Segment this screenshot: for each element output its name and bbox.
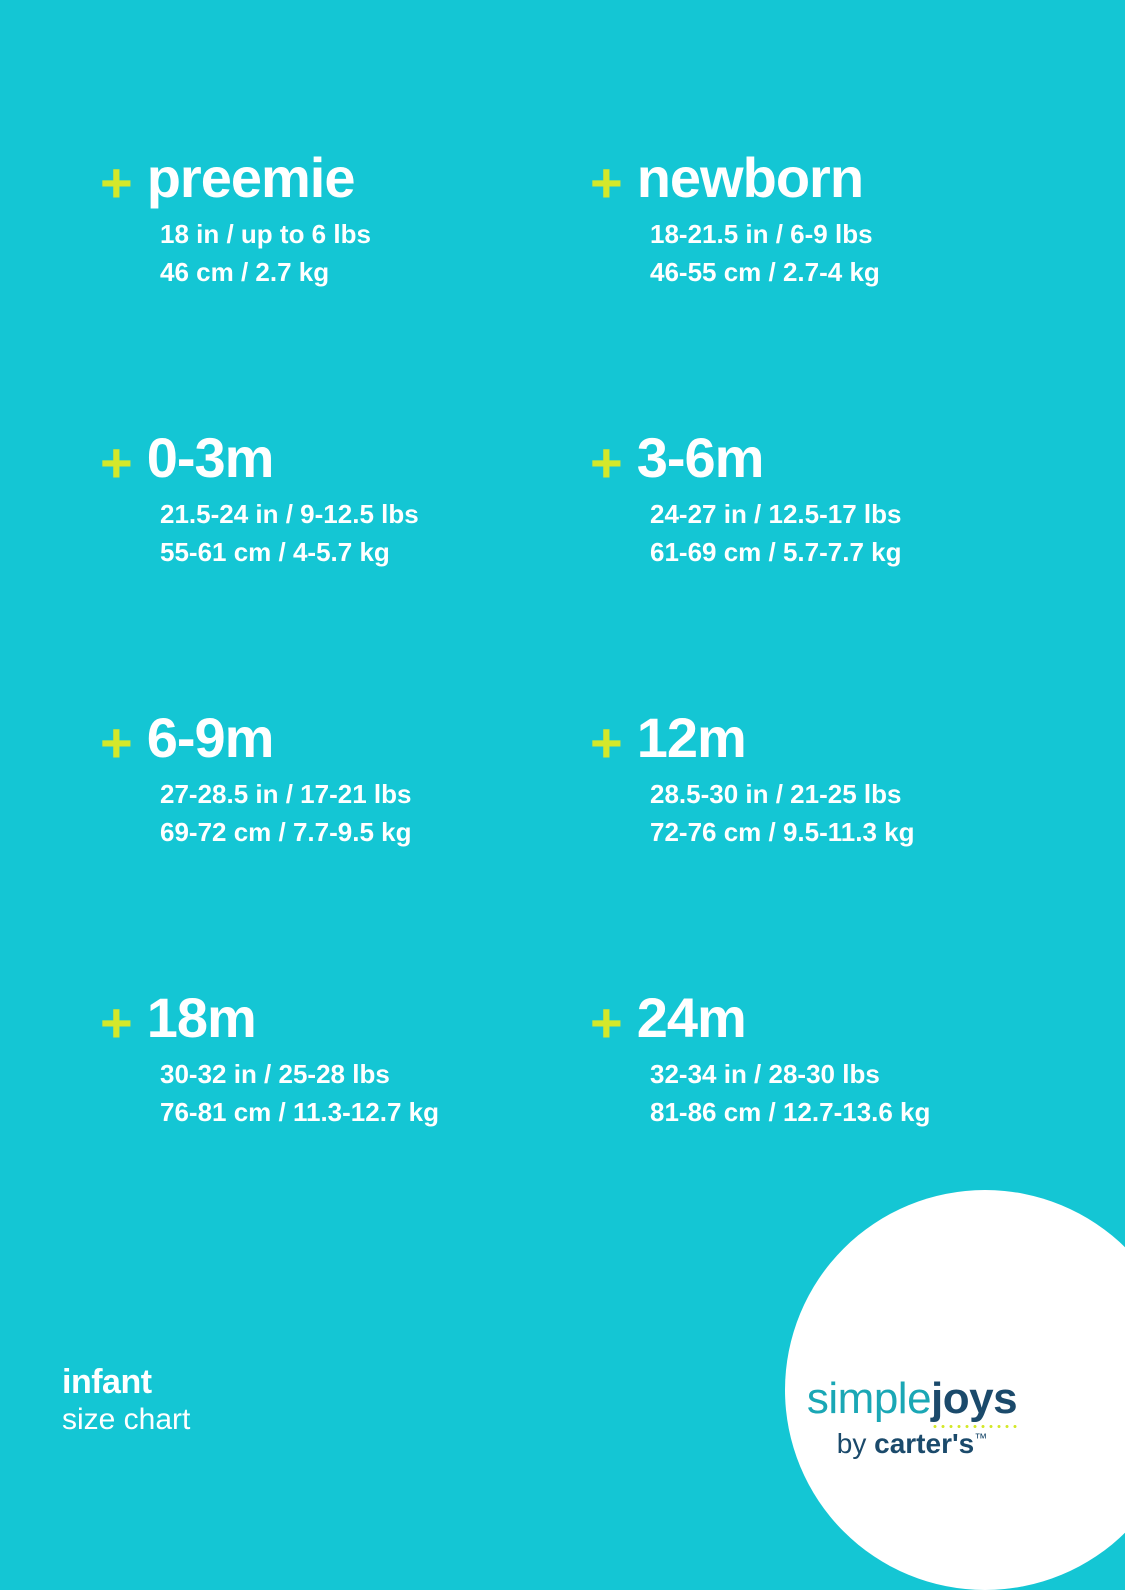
size-heading [590,426,1060,494]
size-metric: 72-76 cm / 9.5-11.3 kg [650,816,915,847]
size-metric: 55-61 cm / 4-5.7 kg [160,536,390,567]
trademark-symbol: ™ [974,1430,988,1446]
size-metric: 46-55 cm / 2.7-4 kg [650,256,880,287]
size-label: 3-6m [636,426,764,489]
size-imperial: 18-21.5 in / 6-9 lbs [650,219,873,249]
size-heading [100,426,590,494]
brand-logo-wordmark [767,1373,1057,1423]
size-label: 12m [636,706,746,769]
size-label: preemie [146,146,355,209]
size-grid [100,146,1060,1270]
size-entry-0-3m [100,426,590,710]
size-entry-6-9m [100,706,590,990]
plus-icon: + [590,711,623,774]
size-label: 24m [636,986,746,1049]
plus-icon: + [100,991,133,1054]
size-heading [100,986,590,1054]
logo-by: by [836,1428,867,1459]
size-heading [590,986,1060,1054]
plus-icon: + [100,711,133,774]
size-label: 6-9m [146,706,274,769]
footer-subtitle: size chart [62,1403,191,1436]
size-imperial: 24-27 in / 12.5-17 lbs [650,499,902,529]
plus-icon: + [100,431,133,494]
size-label: newborn [636,146,864,209]
size-heading [590,146,1060,214]
size-imperial: 18 in / up to 6 lbs [160,219,371,249]
size-metric: 81-86 cm / 12.7-13.6 kg [650,1096,931,1127]
size-metric: 76-81 cm / 11.3-12.7 kg [160,1096,439,1127]
size-metric: 46 cm / 2.7 kg [160,256,330,287]
brand-logo-byline [767,1428,1057,1460]
size-heading [100,146,590,214]
logo-word-joys: joys [931,1373,1018,1423]
size-metric: 69-72 cm / 7.7-9.5 kg [160,816,412,847]
size-imperial: 32-34 in / 28-30 lbs [650,1059,880,1089]
size-imperial: 21.5-24 in / 9-12.5 lbs [160,499,419,529]
size-entry-preemie [100,146,590,430]
size-imperial: 28.5-30 in / 21-25 lbs [650,779,902,809]
size-metric: 61-69 cm / 5.7-7.7 kg [650,536,902,567]
size-label: 18m [146,986,256,1049]
plus-icon: + [100,151,133,214]
size-heading [590,706,1060,774]
size-entry-3-6m [590,426,1060,710]
size-entry-12m [590,706,1060,990]
size-label: 0-3m [146,426,274,489]
footer-title: infant [62,1362,152,1401]
size-heading [100,706,590,774]
plus-icon: + [590,431,623,494]
logo-brand: carter's [874,1428,975,1459]
size-entry-newborn [590,146,1060,430]
plus-icon: + [590,151,623,214]
plus-icon: + [590,991,623,1054]
brand-logo [767,1373,1057,1460]
logo-word-simple: simple [806,1373,932,1423]
size-entry-18m [100,986,590,1270]
size-imperial: 27-28.5 in / 17-21 lbs [160,779,412,809]
size-imperial: 30-32 in / 25-28 lbs [160,1059,390,1089]
footer-caption [62,1363,190,1438]
